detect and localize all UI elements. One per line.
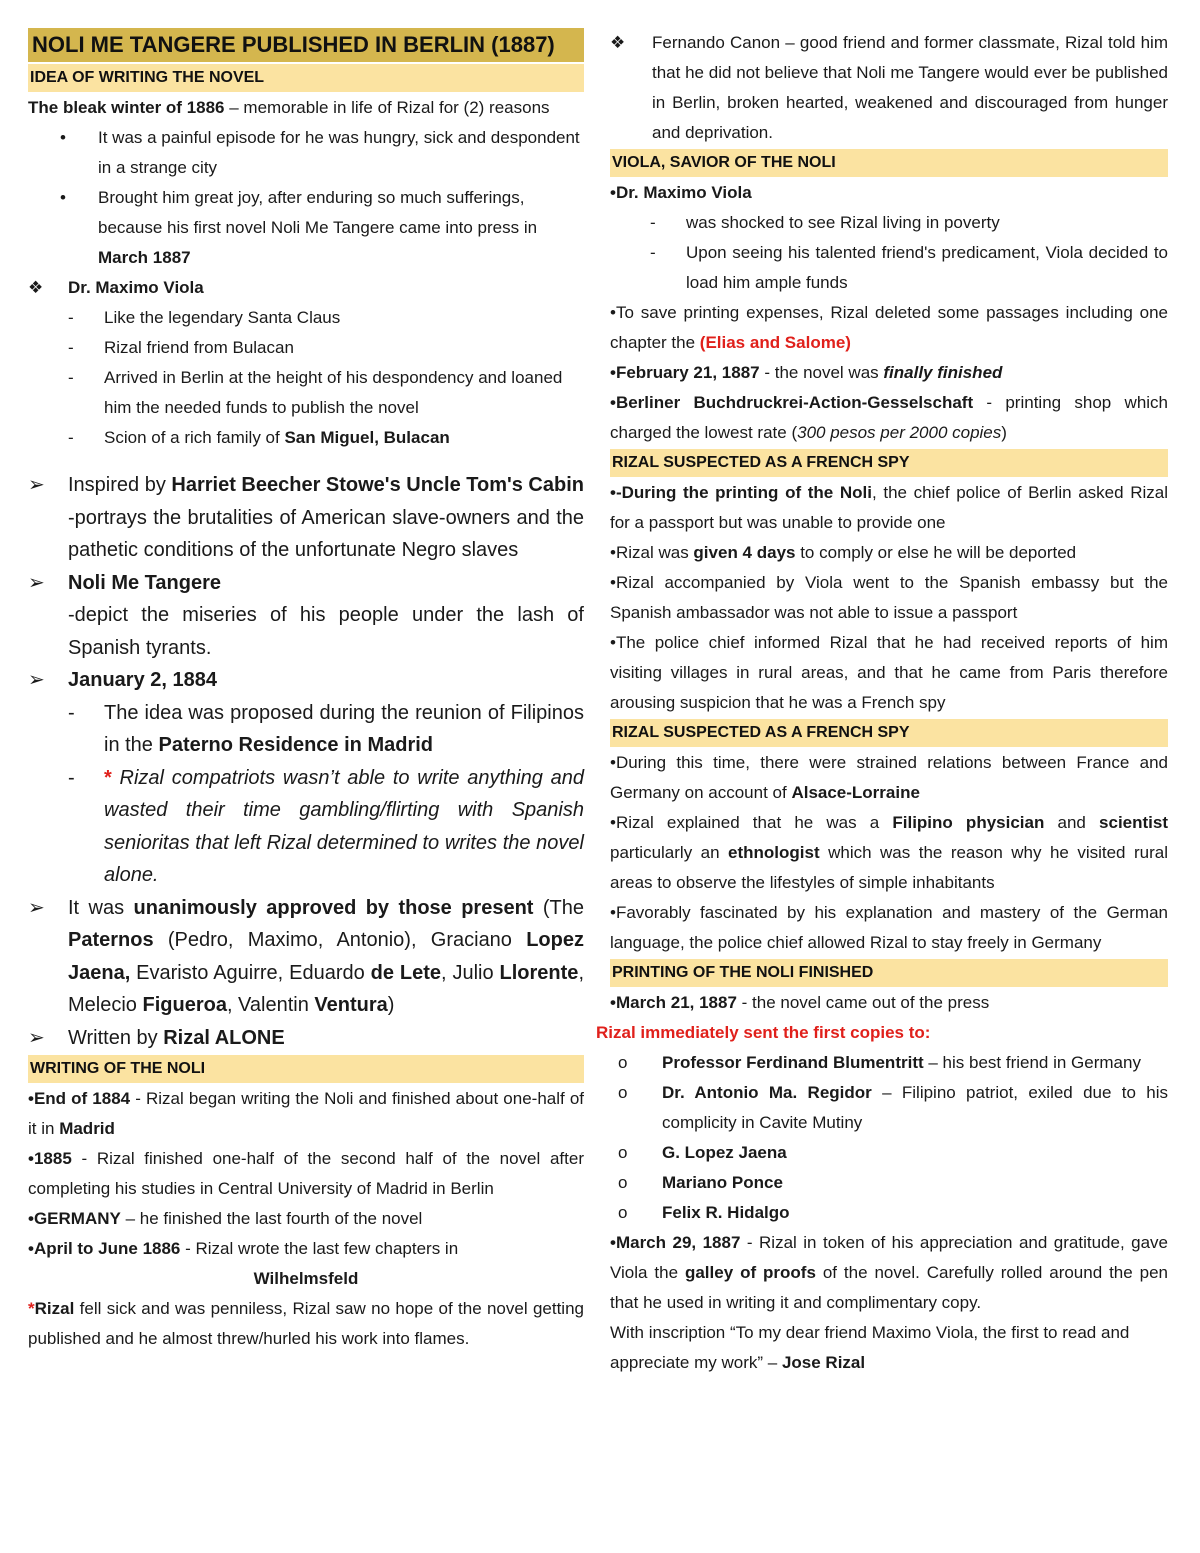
list-item: - Rizal friend from Bulacan xyxy=(28,333,584,363)
arrow-icon: ➢ xyxy=(28,896,45,919)
dash-icon: - xyxy=(68,701,75,724)
section-header-spy-1: RIZAL SUSPECTED AS A FRENCH SPY xyxy=(610,449,1168,477)
viola-paragraph: •To save printing expenses, Rizal deleted some passages including one chapter the (Elias and Salome) xyxy=(610,303,1168,352)
dash-icon: - xyxy=(68,766,75,789)
january-item: ➢ January 2, 1884 xyxy=(28,664,584,697)
list-item: o Felix R. Hidalgo xyxy=(610,1198,1168,1228)
section-header-viola: VIOLA, SAVIOR OF THE NOLI xyxy=(610,149,1168,177)
list-item: • It was a painful episode for he was hungry, sick and despondent in a strange city xyxy=(28,123,584,183)
inspired-item: ➢ Inspired by Harriet Beecher Stowe's Uncle Tom's Cabin -portrays the brutalities of American slave-owners and the pathetic conditions of the unfortunate Negro slaves xyxy=(28,469,584,567)
list-item: o Mariano Ponce xyxy=(610,1168,1168,1198)
bullet-icon: • xyxy=(60,128,66,147)
circle-bullet-icon: o xyxy=(618,1173,628,1192)
winter-paragraph: The bleak winter of 1886 – memorable in life of Rizal for (2) reasons xyxy=(28,98,550,117)
left-column xyxy=(28,28,584,1354)
list-item: • Brought him great joy, after enduring so much sufferings, because his first novel Noli Me Tangere came into press in March 1887 xyxy=(28,183,584,273)
dash-icon: - xyxy=(650,213,656,232)
section-header-spy-2: RIZAL SUSPECTED AS A FRENCH SPY xyxy=(610,719,1168,747)
viola-paragraph: •Berliner Buchdruckrei-Action-Gesselschaft - printing shop which charged the lowest rate (300 pesos per 2000 copies) xyxy=(610,393,1168,442)
march29-paragraph: •March 29, 1887 - Rizal in token of his appreciation and gratitude, gave Viola the galley of proofs of the novel. Carefully rolled around the pen that he used in writing it and complimentary copy. xyxy=(610,1233,1169,1312)
section-header-idea: IDEA OF WRITING THE NOVEL xyxy=(28,64,584,92)
dash-icon: - xyxy=(650,243,656,262)
viola-name: •Dr. Maximo Viola xyxy=(610,183,752,202)
arrow-icon: ➢ xyxy=(28,571,45,594)
printing-paragraph: •March 21, 1887 - the novel came out of the press xyxy=(610,993,990,1012)
arrow-icon: ➢ xyxy=(28,669,45,691)
section-header-writing: WRITING OF THE NOLI xyxy=(28,1055,584,1083)
list-item: o Dr. Antonio Ma. Regidor – Filipino patriot, exiled due to his complicity in Cavite Mutiny xyxy=(610,1078,1168,1138)
list-item: o Professor Ferdinand Blumentritt – his best friend in Germany xyxy=(610,1048,1168,1078)
list-item: - Like the legendary Santa Claus xyxy=(28,303,584,333)
spy-paragraph: •Rizal accompanied by Viola went to the Spanish embassy but the Spanish ambassador was not able to issue a passport xyxy=(610,573,1168,622)
writing-paragraph: •End of 1884 - Rizal began writing the Noli and finished about one-half of it in Madrid xyxy=(28,1089,584,1138)
dash-icon: - xyxy=(68,308,74,327)
dash-icon: - xyxy=(68,338,74,357)
spy-paragraph: •Favorably fascinated by his explanation and mastery of the German language, the police chief allowed Rizal to stay freely in Germany xyxy=(610,903,1168,952)
list-item: - was shocked to see Rizal living in poverty xyxy=(610,208,1168,238)
spy-paragraph: •The police chief informed Rizal that he had received reports of him visiting villages in rural areas, and that he came from Paris therefore arousing suspicion that he was a French spy xyxy=(610,633,1168,712)
dash-icon: - xyxy=(68,368,74,387)
spy-paragraph: •Rizal was given 4 days to comply or else he will be deported xyxy=(610,543,1077,562)
circle-bullet-icon: o xyxy=(618,1053,628,1072)
list-item: - Arrived in Berlin at the height of his despondency and loaned him the needed funds to publish the novel xyxy=(28,363,584,423)
diamond-icon: ❖ xyxy=(28,278,44,297)
circle-bullet-icon: o xyxy=(618,1143,628,1162)
canon-item: ❖ Fernando Canon – good friend and former classmate, Rizal told him that he did not believe that Noli me Tangere would ever be published in Berlin, broken hearted, weakened and discouraged from hunger and deprivation. xyxy=(610,28,1168,148)
circle-bullet-icon: o xyxy=(618,1083,628,1102)
writing-place: Wilhelmsfeld xyxy=(253,1269,359,1288)
list-item: - Upon seeing his talented friend's predicament, Viola decided to load him ample funds xyxy=(610,238,1168,298)
right-column xyxy=(596,28,1169,1378)
writing-paragraph: •April to June 1886 - Rizal wrote the last few chapters in xyxy=(28,1239,459,1258)
list-item: - * Rizal compatriots wasn’t able to write anything and wasted their time gambling/flirting with Spanish senioritas that left Rizal determined to writes the novel alone. xyxy=(28,762,584,892)
approved-item: ➢ It was unanimously approved by those present (The Paternos (Pedro, Maximo, Antonio), Graciano Lopez Jaena, Evaristo Aguirre, Eduardo de Lete, Julio Llorente, Melecio Figueroa, Valentin Ventura) xyxy=(28,892,584,1022)
arrow-icon: ➢ xyxy=(28,1026,45,1049)
section-header-printing: PRINTING OF THE NOLI FINISHED xyxy=(610,959,1168,987)
spy-paragraph: •Rizal explained that he was a Filipino physician and scientist particularly an ethnologist which was the reason why he visited rural areas to observe the lifestyles of simple inhabitants xyxy=(610,813,1169,892)
list-item: - Scion of a rich family of San Miguel, Bulacan xyxy=(28,423,584,453)
arrow-icon: ➢ xyxy=(28,474,45,496)
diamond-icon: ❖ xyxy=(610,33,626,52)
viola-heading: ❖ Dr. Maximo Viola xyxy=(28,273,584,303)
list-item: o G. Lopez Jaena xyxy=(610,1138,1168,1168)
list-item: - The idea was proposed during the reunion of Filipinos in the Paterno Residence in Madrid xyxy=(28,697,584,762)
spy-paragraph: •During this time, there were strained relations between France and Germany on account of Alsace-Lorraine xyxy=(610,753,1168,802)
noli-item: ➢ Noli Me Tangere -depict the miseries of his people under the lash of Spanish tyrants. xyxy=(28,567,584,665)
copies-heading: Rizal immediately sent the first copies to: xyxy=(596,1023,931,1042)
circle-bullet-icon: o xyxy=(618,1203,628,1222)
dash-icon: - xyxy=(68,428,74,447)
alone-item: ➢ Written by Rizal ALONE xyxy=(28,1022,584,1055)
inscription-paragraph: With inscription “To my dear friend Maximo Viola, the first to read and appreciate my work” – Jose Rizal xyxy=(610,1323,1130,1372)
spy-paragraph: •-During the printing of the Noli, the chief police of Berlin asked Rizal for a passport but was unable to provide one xyxy=(610,483,1168,532)
writing-paragraph: *Rizal fell sick and was penniless, Rizal saw no hope of the novel getting published and he almost threw/hurled his work into flames. xyxy=(28,1299,584,1348)
bullet-icon: • xyxy=(60,188,66,207)
writing-paragraph: •1885 - Rizal finished one-half of the second half of the novel after completing his studies in Central University of Madrid in Berlin xyxy=(28,1149,584,1198)
document-title: NOLI ME TANGERE PUBLISHED IN BERLIN (1887) xyxy=(28,28,584,62)
viola-paragraph: •February 21, 1887 - the novel was finally finished xyxy=(610,363,1003,382)
writing-paragraph: •GERMANY – he finished the last fourth of the novel xyxy=(28,1209,423,1228)
